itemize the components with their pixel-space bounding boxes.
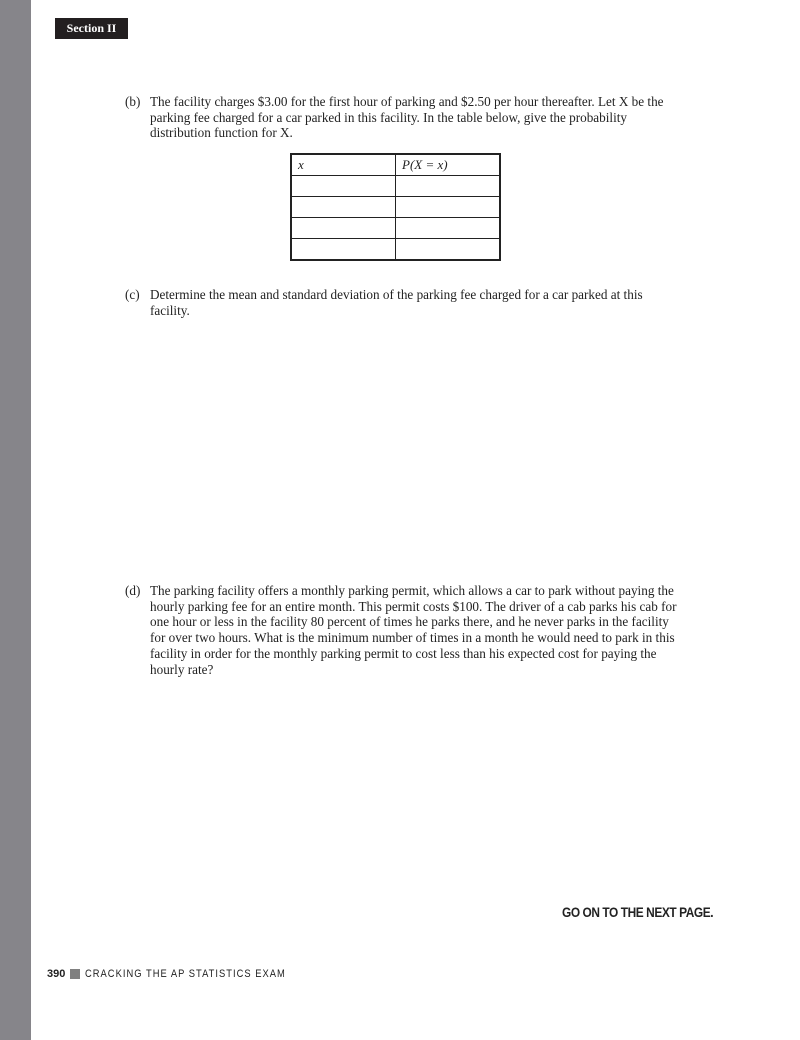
question-text: Determine the mean and standard deviation of the parking fee charged for a car parked at this facility. bbox=[150, 287, 643, 318]
page-edge-bar bbox=[0, 0, 31, 1040]
table-cell[interactable] bbox=[396, 197, 501, 218]
table-cell[interactable] bbox=[396, 218, 501, 239]
question-c bbox=[125, 287, 685, 318]
page-number: 390 bbox=[47, 968, 66, 980]
table-cell[interactable] bbox=[396, 239, 501, 261]
book-title: CRACKING THE AP STATISTICS EXAM bbox=[85, 968, 287, 980]
table-row bbox=[291, 239, 500, 261]
header-prob: P(X = x) bbox=[396, 154, 501, 176]
table-cell[interactable] bbox=[291, 197, 396, 218]
question-b bbox=[125, 94, 685, 141]
probability-table bbox=[290, 153, 501, 261]
table-row bbox=[291, 218, 500, 239]
question-label: (c) bbox=[125, 287, 140, 302]
question-d bbox=[125, 583, 685, 677]
question-label: (b) bbox=[125, 94, 141, 109]
table-cell[interactable] bbox=[396, 176, 501, 197]
question-text: The facility charges $3.00 for the first hour of parking and $2.50 per hour thereafter. Let X be the parking fee charged for a car parked in this facility. In the table below, give the probability distribution function for X. bbox=[150, 94, 664, 141]
question-text: The parking facility offers a monthly parking permit, which allows a car to park without paying the hourly parking fee for an entire month. This permit costs $100. The driver of a cab parks his cab for one hour or less in the facility 80 percent of times he parks there, and he never parks in the facility for over two hours. What is the minimum number of times in a month he would need to park in this facility in order for the monthly parking permit to cost less than his expected cost for paying the hourly rate? bbox=[150, 583, 677, 677]
header-x: x bbox=[291, 154, 396, 176]
table-row bbox=[291, 197, 500, 218]
question-label: (d) bbox=[125, 583, 141, 598]
table-cell[interactable] bbox=[291, 218, 396, 239]
table-cell[interactable] bbox=[291, 176, 396, 197]
section-label: Section II bbox=[55, 18, 128, 39]
next-page-notice: GO ON TO THE NEXT PAGE. bbox=[562, 904, 714, 920]
table-header-row bbox=[291, 154, 500, 176]
square-bullet-icon bbox=[70, 969, 80, 979]
table-cell[interactable] bbox=[291, 239, 396, 261]
page-footer bbox=[47, 968, 322, 980]
table-row bbox=[291, 176, 500, 197]
